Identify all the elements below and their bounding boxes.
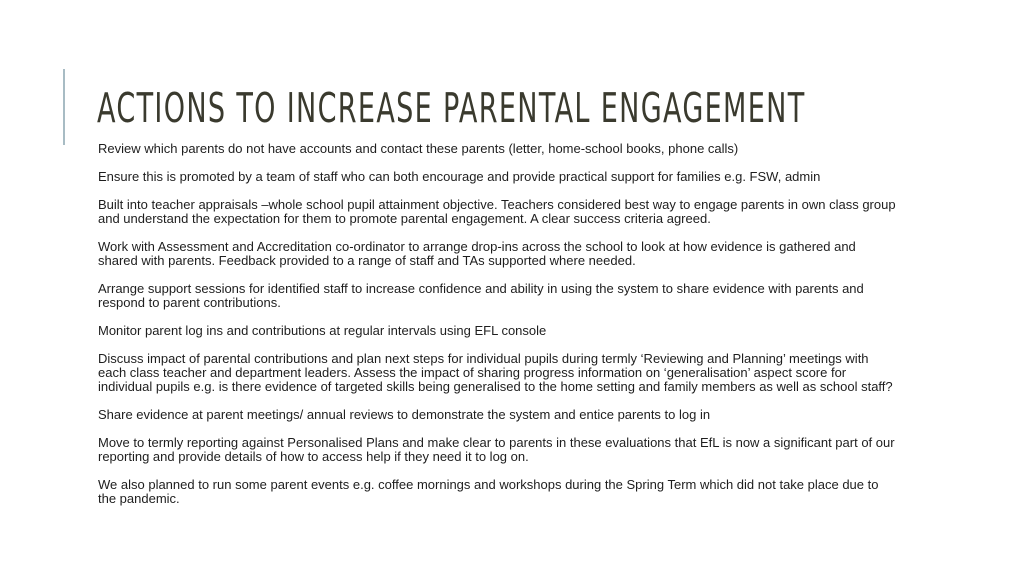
title-accent-bar	[63, 69, 65, 145]
action-item: Discuss impact of parental contributions and plan next steps for individual pupils during termly ‘Reviewing and Planning’ meetings with each class teacher and department leaders. Assess the impact of sharing progress information on ‘generalisation’ aspect score for individual pupils e.g. is there evidence of targeted skills being generalised to the home setting and family members as well as school staff?	[98, 351, 893, 394]
action-item: Review which parents do not have accounts and contact these parents (letter, home-school books, phone calls)	[98, 141, 739, 156]
action-item: Built into teacher appraisals –whole school pupil attainment objective. Teachers considered best way to engage parents in own class group and understand the expectation for them to promote parental engagement. A clear success criteria agreed.	[98, 197, 896, 226]
action-item: Move to termly reporting against Personalised Plans and make clear to parents in these evaluations that EfL is now a significant part of our reporting and provide details of how to access help if they need it to log on.	[98, 435, 895, 464]
action-item: Ensure this is promoted by a team of staff who can both encourage and provide practical support for families e.g. FSW, admin	[98, 169, 821, 184]
slide-title: ACTIONS TO INCREASE PARENTAL ENGAGEMENT	[97, 84, 806, 132]
action-item: Share evidence at parent meetings/ annual reviews to demonstrate the system and entice parents to log in	[98, 407, 711, 422]
action-item: We also planned to run some parent events e.g. coffee mornings and workshops during the Spring Term which did not take place due to the pandemic.	[98, 477, 879, 506]
action-item: Arrange support sessions for identified staff to increase confidence and ability in using the system to share evidence with parents and respond to parent contributions.	[98, 281, 864, 310]
action-list	[98, 142, 898, 520]
action-item: Monitor parent log ins and contributions at regular intervals using EFL console	[98, 323, 547, 338]
action-item: Work with Assessment and Accreditation co-ordinator to arrange drop-ins across the school to look at how evidence is gathered and shared with parents. Feedback provided to a range of staff and TAs supported where needed.	[98, 239, 856, 268]
